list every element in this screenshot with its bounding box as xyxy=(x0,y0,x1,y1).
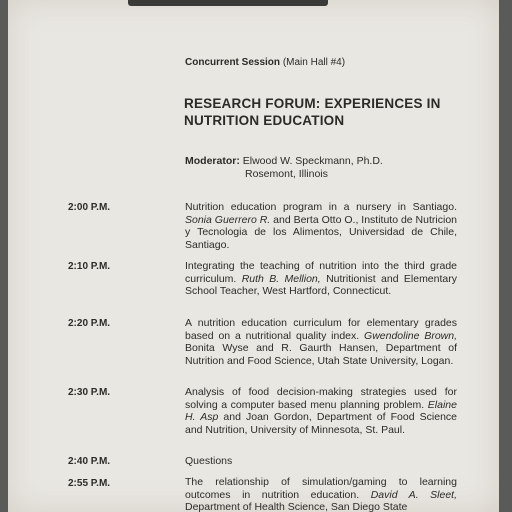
item-author: Sonia Guerrero R. xyxy=(185,213,271,226)
item-description xyxy=(185,455,457,468)
forum-title: RESEARCH FORUM: EXPERIENCES IN NUTRITION EDUCATION xyxy=(184,96,441,128)
moderator-name: Elwood W. Speckmann, Ph.D. xyxy=(242,155,383,167)
session-heading xyxy=(185,57,345,68)
item-author: Gwendoline Brown, xyxy=(364,329,457,342)
item-author: David A. Sleet, xyxy=(370,488,457,501)
item-description xyxy=(185,201,457,251)
item-time: 2:55 P.M. xyxy=(68,478,111,489)
session-label: Concurrent Session xyxy=(185,57,281,68)
item-time: 2:30 P.M. xyxy=(68,387,111,398)
item-text: The relationship of simulation/gaming to learning outcomes in nutrition education. xyxy=(185,476,457,501)
moderator-block xyxy=(185,155,383,181)
item-description xyxy=(185,386,457,436)
moderator-location: Rosemont, Illinois xyxy=(245,168,328,180)
program-page xyxy=(8,0,499,512)
item-time: 2:00 P.M. xyxy=(68,202,111,213)
item-rest: Department of Health Science, San Diego State xyxy=(185,501,408,512)
item-rest: Bonita Wyse and R. Gaurth Hansen, Department of Nutrition and Food Science, Utah State University, Logan. xyxy=(185,342,457,367)
item-description xyxy=(185,317,457,367)
item-description xyxy=(185,260,457,298)
item-text: Integrating the teaching of nutrition into the third grade curriculum. xyxy=(185,260,457,285)
item-text: Questions xyxy=(185,455,233,467)
item-description xyxy=(185,476,457,512)
item-time: 2:10 P.M. xyxy=(68,261,111,272)
item-rest: and Joan Gordon, Department of Food Science and Nutrition, University of Minnesota, St. Paul. xyxy=(185,411,458,436)
top-edge-band xyxy=(128,0,328,6)
item-text: Analysis of food decision-making strategies used for solving a computer based menu planning problem. xyxy=(185,386,457,411)
item-rest: Nutritionist and Elementary School Teacher, West Hartford, Connecticut. xyxy=(185,272,457,298)
moderator-label: Moderator: xyxy=(185,155,240,167)
item-text: A nutrition education curriculum for elementary grades based on a nutritional quality index. xyxy=(185,317,457,342)
item-rest: and Berta Otto O., Instituto de Nutricion y Tecnologia de los Alimentos, Universidad de Chile, Santiago. xyxy=(185,213,457,251)
item-author: Elaine H. Asp xyxy=(185,398,457,424)
item-text: Nutrition education program in a nursery in Santiago. xyxy=(185,201,457,213)
item-author: Ruth B. Mellion, xyxy=(241,272,321,285)
item-time: 2:20 P.M. xyxy=(68,318,111,329)
session-location: (Main Hall #4) xyxy=(282,57,346,68)
item-time: 2:40 P.M. xyxy=(68,456,111,467)
